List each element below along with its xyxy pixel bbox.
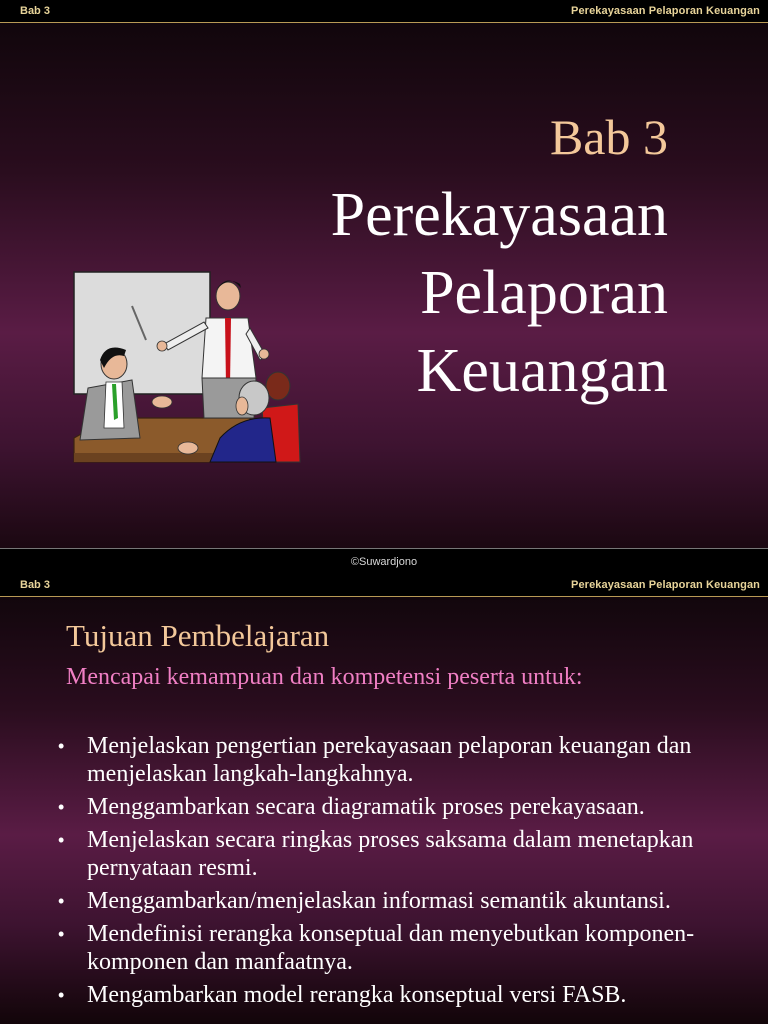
bullet-icon: • bbox=[58, 985, 65, 1005]
list-item-text: Menggambarkan/menjelaskan informasi semantik akuntansi. bbox=[87, 888, 671, 914]
list-item bbox=[58, 793, 748, 821]
bullet-icon: • bbox=[58, 891, 65, 911]
chapter-label: Bab 3 bbox=[549, 109, 668, 165]
objectives-list bbox=[58, 732, 748, 1014]
copyright-label: ©Suwardjono bbox=[350, 556, 418, 568]
list-item bbox=[58, 920, 748, 976]
bullet-icon: • bbox=[58, 736, 65, 756]
slide-header bbox=[0, 574, 768, 597]
slide-header bbox=[0, 0, 768, 23]
list-item-text: Menggambarkan secara diagramatik proses perekayasaan. bbox=[87, 794, 645, 820]
title-line: Perekayasaan bbox=[330, 181, 668, 249]
list-item-text: Mengambarkan model rerangka konseptual versi FASB. bbox=[87, 982, 627, 1008]
slide-title bbox=[331, 176, 668, 410]
header-title: Perekayasaan Pelaporan Keuangan bbox=[571, 579, 760, 591]
title-line: Keuangan bbox=[416, 337, 668, 405]
list-item bbox=[58, 732, 748, 788]
objectives-subheading: Mencapai kemampuan dan kompetensi peserta untuk: bbox=[66, 664, 583, 690]
header-title: Perekayasaan Pelaporan Keuangan bbox=[571, 5, 760, 17]
bullet-icon: • bbox=[58, 830, 65, 850]
list-item-text: Menjelaskan pengertian perekayasaan pelaporan keuangan dan menjelaskan langkah-langkahnya. bbox=[87, 733, 692, 787]
objectives-heading: Tujuan Pembelajaran bbox=[66, 618, 330, 653]
slide-footer bbox=[0, 548, 768, 574]
presentation-meeting-illustration bbox=[70, 268, 302, 466]
list-item bbox=[58, 887, 748, 915]
header-chapter: Bab 3 bbox=[20, 579, 50, 591]
list-item-text: Menjelaskan secara ringkas proses saksama dalam menetapkan pernyataan resmi. bbox=[87, 827, 694, 881]
bullet-icon: • bbox=[58, 924, 65, 944]
title-line: Pelaporan bbox=[420, 259, 668, 327]
header-chapter: Bab 3 bbox=[20, 5, 50, 17]
list-item bbox=[58, 826, 748, 882]
list-item bbox=[58, 981, 748, 1009]
objectives-slide bbox=[0, 574, 768, 1024]
bullet-icon: • bbox=[58, 797, 65, 817]
list-item-text: Mendefinisi rerangka konseptual dan menyebutkan komponen-komponen dan manfaatnya. bbox=[87, 921, 695, 975]
